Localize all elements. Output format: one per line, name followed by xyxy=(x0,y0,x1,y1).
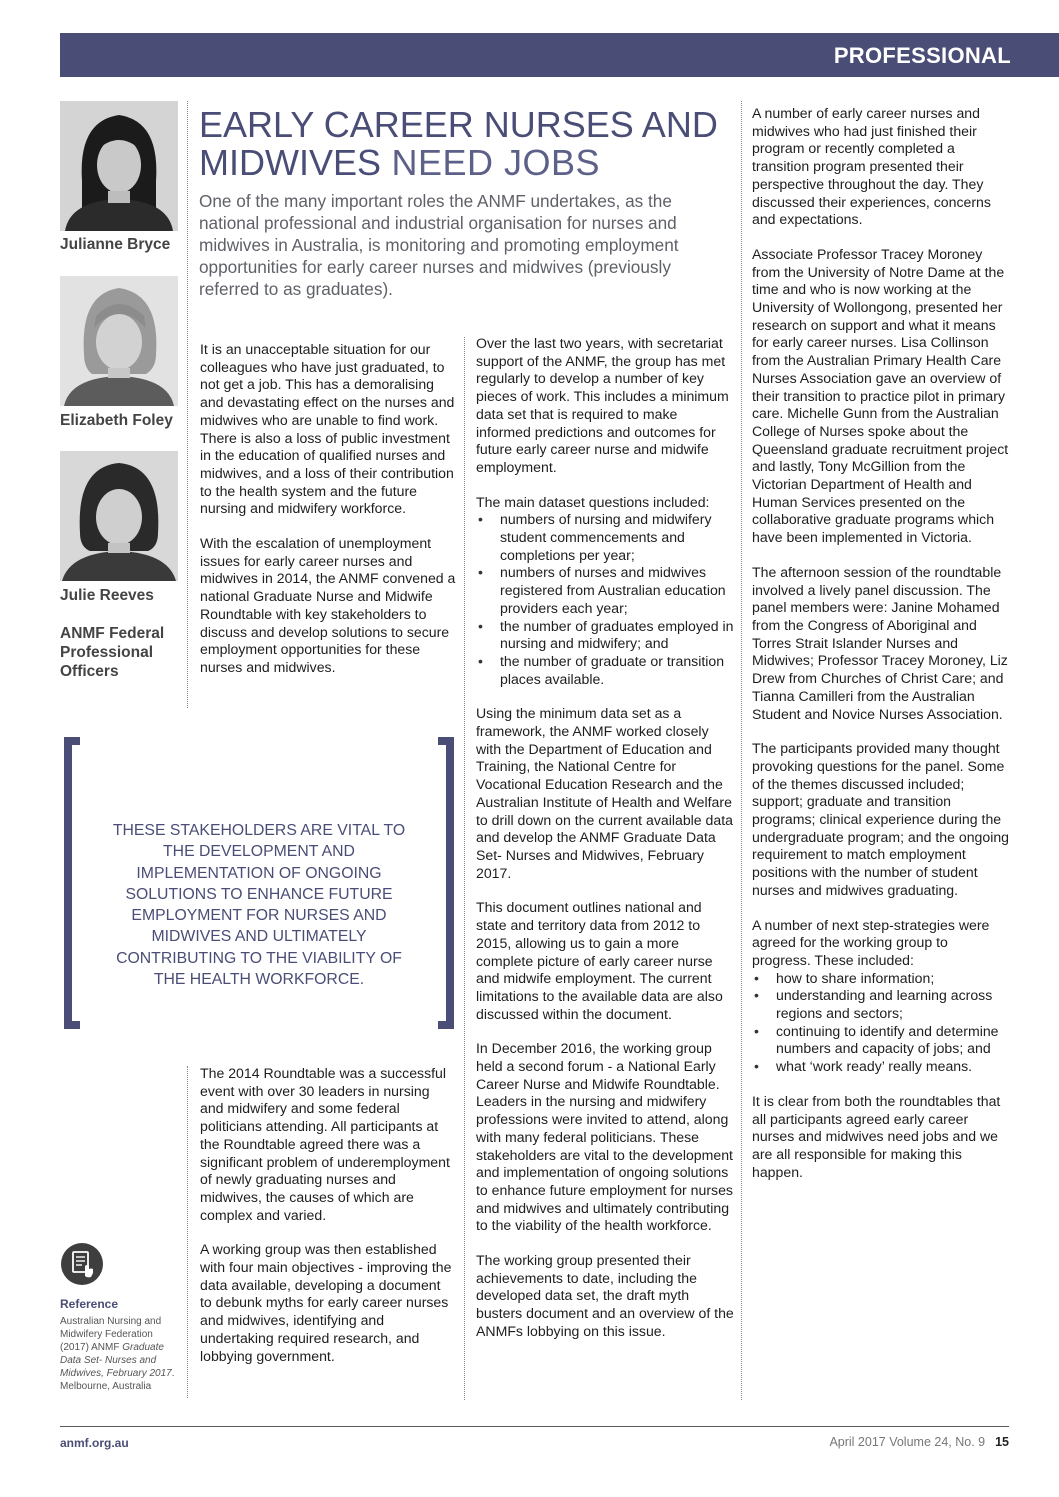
footer-issue xyxy=(829,1435,1009,1449)
author-name: Elizabeth Foley xyxy=(60,412,173,429)
reference-text-part: Australian Nursing and Midwifery Federation (2017) ANMF xyxy=(60,1316,162,1353)
page-number: 15 xyxy=(995,1435,1009,1449)
reference-text-part: . Melbourne, Australia xyxy=(60,1368,175,1392)
footer-rule xyxy=(60,1426,1009,1427)
paragraph: A working group was then established with four main objectives - improving the data available, developing a document to debunk myths for early career nurses and midwives, identifying and undertaking required research, and lobbying government. xyxy=(200,1241,452,1364)
column-divider xyxy=(187,101,188,708)
paragraph: With the escalation of unemployment issues for early career nurses and midwives in 2014, the ANMF convened a national Graduate Nurse and Midwife Roundtable with key stakeholders to discuss and develop solutions to secure employment opportunities for these nurses and midwives. xyxy=(200,535,456,675)
paragraph: The 2014 Roundtable was a successful event with over 30 leaders in nursing and midwifery and some federal politicians attending. All participants at the Roundtable agreed there was a significant problem of underemployment of newly graduating nurses and midwives, the causes of which are complex and varied. xyxy=(200,1065,450,1223)
column-2 xyxy=(476,335,734,1358)
document-pointer-icon xyxy=(60,1242,104,1286)
column-divider xyxy=(741,101,742,1400)
list-item: • numbers of nursing and midwifery student commencements and completions per year; xyxy=(500,511,734,564)
portrait-image xyxy=(60,451,178,581)
section-banner xyxy=(60,33,1059,77)
column-3 xyxy=(752,105,1010,1198)
column-divider xyxy=(464,337,465,1400)
author-name: Julianne Bryce xyxy=(60,236,171,253)
reference-title: Reference xyxy=(60,1297,119,1311)
reference-italic: Graduate Data Set- Nurses and Midwives, February 2017 xyxy=(60,1342,172,1379)
paragraph: It is an unacceptable situation for our colleagues who have just graduated, to not get a job. This has a demoralising and devastating effect on the nurses and midwives who are unable to find work. There is also a loss of public investment in the education of qualified nurses and midwives, and a loss of their contribution to the health system and the future nursing and midwifery workforce. xyxy=(200,341,455,517)
bullet-list xyxy=(752,970,1010,1076)
title-line-2: MIDWIVES xyxy=(199,142,382,183)
paragraph: In December 2016, the working group held a second forum - a National Early Career Nurse and Midwife Roundtable. Leaders in the nursing and midwifery professions were invited to attend, along with many federal politicians. These stakeholders are vital to the development and implementation of ongoing solutions to enhance future employment for nurses and midwives and ultimately contributing to the viability of the health workforce. xyxy=(476,1040,733,1234)
reference-box xyxy=(60,1242,184,1393)
list-item: • numbers of nurses and midwives registered from Australian education providers each year; xyxy=(500,564,734,617)
reference-text xyxy=(60,1315,184,1393)
paragraph: This document outlines national and state and territory data from 2012 to 2015, allowing us to gain a more complete picture of early career nurse and midwife employment. The current limitations to the available data are also discussed within the document. xyxy=(476,899,723,1022)
author-role: ANMF Federal Professional Officers xyxy=(60,625,165,680)
paragraph: The afternoon session of the roundtable involved a lively panel discussion. The panel members were: Janine Mohamed from the Congress of Aboriginal and Torres Strait Islander Nurses and Midwives; Professor Tracey Moroney, Liz Drew from Churches of Christ Care; and Tianna Camilleri from the Australian Student and Novice Nurses Association. xyxy=(752,563,1008,722)
paragraph: The main dataset questions included: xyxy=(476,493,710,510)
issue-info: April 2017 Volume 24, No. 9 xyxy=(829,1435,986,1449)
list-item: • continuing to identify and determine numbers and capacity of jobs; and xyxy=(776,1023,1010,1058)
list-item: • what ‘work ready’ really means. xyxy=(776,1058,1010,1076)
title-light: NEED JOBS xyxy=(381,142,601,183)
author-name: Julie Reeves xyxy=(60,587,154,604)
column-1 xyxy=(200,341,456,694)
column-1-continued xyxy=(200,1065,456,1382)
paragraph: Using the minimum data set as a framework, the ANMF worked closely with the Department of Education and Training, the National Centre for Vocational Education Research and the Australian Institute of Health and Welfare to drill down on the current available data and develop the ANMF Graduate Data Set- Nurses and Midwives, February 2017. xyxy=(476,705,733,881)
paragraph: The participants provided many thought provoking questions for the panel. Some of the themes discussed included; support; graduate and transition programs; clinical experience during the undergraduate program; and the ongoing requirement to match employment positions with the number of student nurses and midwives graduating. xyxy=(752,740,1010,898)
paragraph: A number of early career nurses and midwives who had just finished their program or recently completed a transition program presented their perspective throughout the day. They discussed their experiences, concerns and expectations. xyxy=(752,105,991,228)
list-item: • understanding and learning across regions and sectors; xyxy=(776,987,1010,1022)
portrait-image xyxy=(60,276,178,406)
footer-website[interactable]: anmf.org.au xyxy=(60,1436,129,1450)
paragraph: Associate Professor Tracey Moroney from the University of Notre Dame at the time and who is now working at the University of Wollongong, presented her research on support and what it means for early career nurses. Lisa Collinson from the Australian Primary Health Care Nurses Association gave an overview of their transition to practice pilot in primary care. Michelle Gunn from the Australian College of Nurses spoke about the Queensland graduate recruitment project and lastly, Tony McGillion from the Victorian Department of Health and Human Services presented on the collaborative graduate programs which have been implemented in Victoria. xyxy=(752,245,1009,546)
title-line-1: EARLY CAREER NURSES AND xyxy=(199,104,718,145)
section-label: PROFESSIONAL xyxy=(833,43,1011,68)
paragraph: A number of next step-strategies were agreed for the working group to progress. These included: xyxy=(752,916,990,968)
pull-quote xyxy=(60,737,458,1029)
column-divider xyxy=(187,1066,188,1398)
list-item: • the number of graduate or transition places available. xyxy=(500,653,734,688)
pull-quote-text: THESE STAKEHOLDERS ARE VITAL TO THE DEVELOPMENT AND IMPLEMENTATION OF ONGOING SOLUTIONS TO ENHANCE FUTURE EMPLOYMENT FOR NURSES AND MIDWIVES AND ULTIMATELY CONTRIBUTING TO THE VIABILITY OF THE HEALTH WORKFORCE. xyxy=(112,822,406,989)
author-photo-elizabeth xyxy=(60,276,178,406)
paragraph: Over the last two years, with secretariat support of the ANMF, the group has met regularly to develop a number of key pieces of work. This includes a minimum data set that is required to make informed predictions and outcomes for future early career nurse and midwife employment. xyxy=(476,335,729,475)
paragraph: The working group presented their achievements to date, including the developed data set, the draft myth busters document and an overview of the ANMFs lobbying on this issue. xyxy=(476,1252,734,1339)
portrait-image xyxy=(60,101,178,231)
author-photo-julie xyxy=(60,451,178,581)
article-intro: One of the many important roles the ANMF undertakes, as the national professional and industrial organisation for nurses and midwives in Australia, is monitoring and promoting employment opportunities for early career nurses and midwives (previously referred to as graduates). xyxy=(199,191,679,299)
author-photo-julianne xyxy=(60,101,178,231)
article-title xyxy=(199,106,739,182)
paragraph: It is clear from both the roundtables that all participants agreed early career nurses and midwives need jobs and we are all responsible for making this happen. xyxy=(752,1092,1001,1180)
bullet-list xyxy=(476,511,734,688)
list-item: • the number of graduates employed in nursing and midwifery; and xyxy=(500,618,734,653)
list-item: • how to share information; xyxy=(776,970,1010,988)
